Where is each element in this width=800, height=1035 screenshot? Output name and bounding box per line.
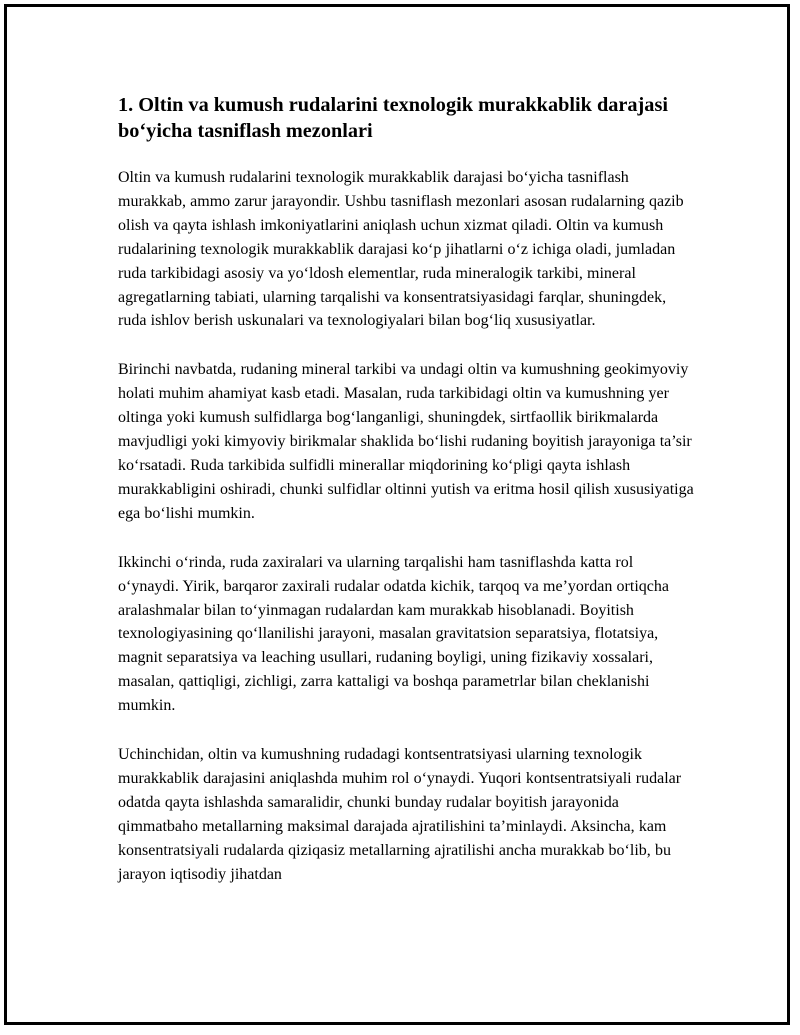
document-body: [118, 92, 698, 911]
paragraph-2: Birinchi navbatda, rudaning mineral tarkibi va undagi oltin va kumushning geokimyoviy holati muhim ahamiyat kasb etadi. Masalan, ruda tarkibidagi oltin va kumushning yer oltinga yoki kumush sulfidlarga bog‘langanligi, shuningdek, sirtfaollik birikmalarda mavjudligi yoki kimyoviy birikmalar shaklida bo‘lishi rudaning boyitish jarayoniga ta’sir ko‘rsatadi. Ruda tarkibida sulfidli minerallar miqdorining ko‘pligi qayta ishlash murakkabligini oshiradi, chunki sulfidlar oltinni yutish va eritma hosil qilish xususiyatiga ega bo‘lishi mumkin.: [118, 361, 694, 522]
paragraph-4: Uchinchidan, oltin va kumushning rudadagi kontsentratsiyasi ularning texnologik murakkablik darajasini aniqlashda muhim rol o‘ynaydi. Yuqori kontsentratsiyali rudalar odatda qayta ishlashda samaralidir, chunki bunday rudalar boyitish jarayonida qimmatbaho metallarning maksimal darajada ajratilishini ta’minlaydi. Aksincha, kam konsentratsiyali rudalarda qiziqasiz metallarning ajratilishi ancha murakkab bo‘lib, bu jarayon iqtisodiy jihatdan: [118, 746, 682, 883]
section-heading: 1. Oltin va kumush rudalarini texnologik murakkablik darajasi bo‘yicha tasniflash mezonlari: [118, 94, 668, 142]
paragraph-3: Ikkinchi o‘rinda, ruda zaxiralari va ularning tarqalishi ham tasniflashda katta rol o‘ynaydi. Yirik, barqaror zaxirali rudalar odatda kichik, tarqoq va me’yordan ortiqcha aralashmalar bilan to‘yinmagan rudalardan kam murakkab hisoblanadi. Boyitish texnologiyasining qo‘llanilishi jarayoni, masalan gravitatsion separatsiya, flotatsiya, magnit separatsiya va leaching usullari, rudaning boyligi, uning fizikaviy xossalari, masalan, qattiqligi, zichligi, zarra kattaligi va boshqa parametrlar bilan cheklanishi mumkin.: [118, 553, 669, 715]
paragraph-1: Oltin va kumush rudalarini texnologik murakkablik darajasi bo‘yicha tasniflash murakkab, ammo zarur jarayondir. Ushbu tasniflash mezonlari asosan rudalarning qazib olish va qayta ishlash imkoniyatlarini aniqlash uchun xizmat qiladi. Oltin va kumush rudalarining texnologik murakkablik darajasi ko‘p jihatlarni o‘z ichiga oladi, jumladan ruda tarkibidagi asosiy va yo‘ldosh elementlar, ruda mineralogik tarkibi, mineral agregatlarning tabiati, ularning tarqalishi va konsentratsiyasidagi farqlar, shuningdek, ruda ishlov berish uskunalari va texnologiyalari bilan bog‘liq xususiyatlar.: [118, 169, 684, 330]
